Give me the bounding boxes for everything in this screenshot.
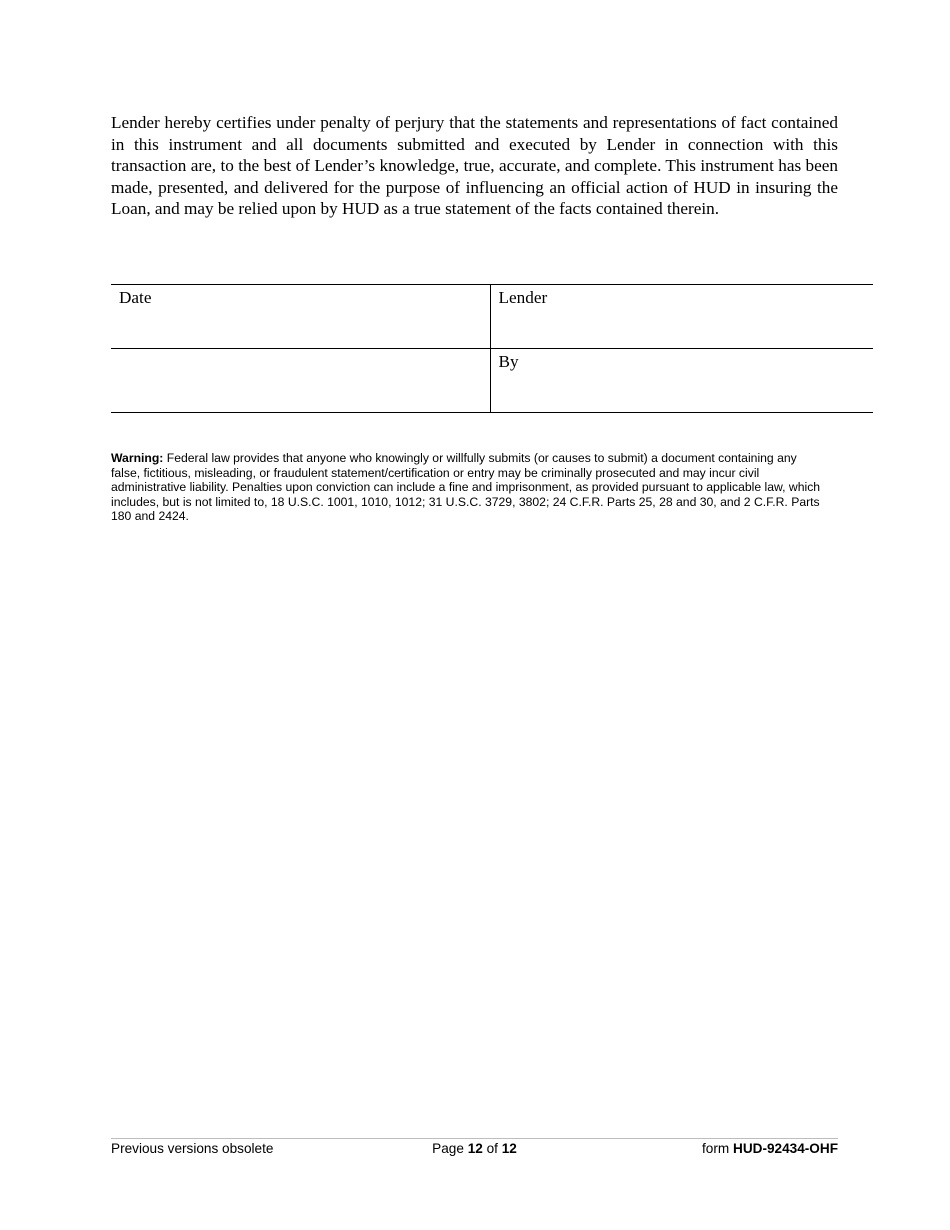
form-number-value: HUD-92434-OHF <box>733 1141 838 1156</box>
page-current: 12 <box>467 1141 483 1156</box>
warning-notice <box>111 451 821 524</box>
footer-obsolete-note: Previous versions obsolete <box>111 1141 274 1156</box>
signature-row-2 <box>111 349 873 413</box>
signature-table <box>111 284 873 413</box>
by-label: By <box>498 352 519 371</box>
date-cell <box>111 285 490 349</box>
warning-label: Warning: <box>111 451 164 465</box>
date-blank-cell <box>111 349 490 413</box>
warning-text: Federal law provides that anyone who knowingly or willfully submits (or causes to submit) a document containing any false, fictitious, misleading, or fraudulent statement/certification or entry may be criminally prosecuted and may incur civil administrative liability. Penalties upon conviction can include a fine and imprisonment, as provided pursuant to applicable law, which includes, but is not limited to, 18 U.S.C. 1001, 1010, 1012; 31 U.S.C. 3729, 3802; 24 C.F.R. Parts 25, 28 and 30, and 2 C.F.R. Parts 180 and 2424. <box>111 451 821 524</box>
footer-divider <box>111 1138 838 1139</box>
form-prefix: form <box>702 1141 733 1156</box>
signature-row-1 <box>111 285 873 349</box>
page-of: of <box>482 1141 502 1156</box>
lender-cell <box>490 285 873 349</box>
form-number <box>702 1141 838 1156</box>
page-footer <box>111 1141 838 1159</box>
date-label: Date <box>119 288 152 307</box>
certification-paragraph: Lender hereby certifies under penalty of perjury that the statements and representations of fact contained in this instrument and all documents submitted and executed by Lender in connection with this transaction are, to the best of Lender’s knowledge, true, accurate, and complete. This instrument has been made, presented, and delivered for the purpose of influencing an official action of HUD in insuring the Loan, and may be relied upon by HUD as a true statement of the facts contained therein. <box>111 113 838 218</box>
by-cell <box>490 349 873 413</box>
page-prefix: Page <box>432 1141 468 1156</box>
lender-label: Lender <box>498 288 548 307</box>
page-total: 12 <box>501 1141 517 1156</box>
